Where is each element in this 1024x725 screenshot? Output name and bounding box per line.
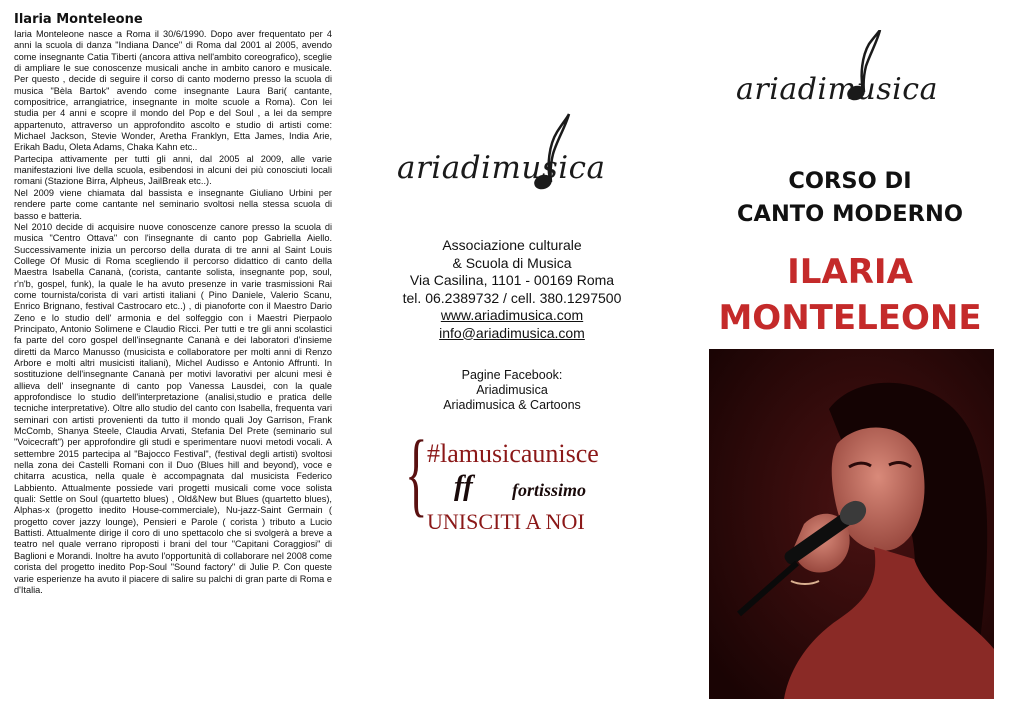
email-link[interactable]: info@ariadimusica.com [439,324,585,341]
slogan-cta: UNISCITI A NOI [427,509,585,534]
contact-line2: & Scuola di Musica [452,254,572,271]
contact-address: Via Casilina, 1101 - 00169 Roma [409,272,615,288]
logo-text: ariadimusica [736,72,938,107]
logo-ariadimusica [397,110,637,205]
artist-last-name: MONTELEONE [718,298,982,338]
contact-info [352,237,672,342]
bio-text: Iaria Monteleone nasce a Roma il 30/6/1990. Dopo aver frequentato per 4 anni la scuola di danza "Indiana Dance" di Roma dal 2001 al 2005, avendo come insegnante Catia Tiberti (ancora attiva nell'ambito coreografico), sceglie di ampliare le sue conoscenze musicali anche in ambito canoro e musicale. Per questo , decide di seguire il corso di canto moderno presso la scuola di musica "Bèla Bartok" avendo come insegnante Laura Bari( cantante, compositrice, arrangiatrice, insegnante in molte scuole a Roma). Con lei studia per 4 anni e scopre il mondo del Pop e del Soul , a lei da sempre appartenuto, attraverso un approfondito ascolto e studio di artisti come: Michael Jackson, Stevie Wonder, Aretha Franklyn, Etta James, India Arie, Erikah Badu, Oleta Adams, Chaka Kahn etc.. Partecipa attivamente per tutti gli anni, dal 2005 al 2009, alle varie manifestazioni live della scuola, esibendosi in alcuni dei più conosciuti locali romani (Stazione Birra, Alpheus, JailBreak etc..). Nel 2009 viene chiamata dal bassista e insegnante Giuliano Urbini per rendere parte come cantante nel seminario svoltosi nella stessa scuola di basso e batteria. Nel 2010 decide di acquisire nuove conoscenze canore presso la scuola di musica "Centro Ottava" con l'insegnante di canto pop Gabriella Aiello. Successivamente inizia un percorso della durata di tre anni al Saint Louis College Of Music di Roma scegliendo il percorso didattico di canto della Maestra Isabella Cananà, (corista, cantante solista, insegnante pop, soul, r'n'b, gospel, funk), la quale le ha avuto presenze in varie trasmissioni Rai come tournista/corista di vari artisti italiani ( Pino Daniele, Valerio Scanu, Enrico Brignano, festival Castrocaro etc..) , di pianoforte con il Maestro Dario Zeno e lo studio dell' armonia e del solfeggio con i Maestri Pierpaolo Principato, Antonio Solimene e Claudio Ricci. Per tutti e tre gli anni scolastici fa parte del coro gospel dell'insegnante Cananà e dei laboratori d'insieme diretti da Marco Manusso (musicista e collaboratore per molti anni di Renzo Arbore e molti altri musicisti italiani), Michel Audisso e Antonio Affrunti. In sostituzione dell'insegnante Cananà per motivi lavorativi per alcuni mesi è allieva dell' insegnante di canto pop Vanessa Lausdei, con la quale approfondisce lo studio dell'interpretazione (analisi,studio e pratica delle tecniche interpretative). Oltre allo studio del canto con Isabella, frequenta vari seminari con artisti provenienti da tutto il mondo quali Joy Garrison, Frank McComb, Shanya Steele, Claudia Arvati, Stefania Del Prete (seminario sul "Voicecraft") per approfondire gli studi e sperimentare nuovi metodi vocali. A settembre 2015 partecipa al "Bajocco Festival", (festival degli artisti) svoltosi nella zona dei Castelli Romani con il Duo (Blues hill and beyond), voce e chitarra acustica, nella quale è accompagnata dal musicista Federico Labbiento. Attualmente possiede vari progetti musicali come voce solista quali: Settle on Soul (quartetto blues) , Old&New but Blues (quartetto blues), Alphas-x (progetto inedito House-commerciale), Nu-jazz-Saint Germain ( progetto cover jazzy lounge), Pensieri e Parole ( corista ) tributo a Lucio Battisti. Attualmente dirige il coro di uno spettacolo che si svolgerà a breve a teatro nel quale verrano riproposti i brani del tour "Capitani Coraggiosi" di Baglioni e Morandi. Inoltre ha avuto l'opportunità di collaborare nel 2008 come corista del progetto inedito Pop-Soul "Sound factory" di Julie P. Con queste varie esperienze ha avuto il piacere di salire su palchi di gran parte di Roma e d'Italia. [14,29,332,595]
course-title [700,165,1000,231]
brace-icon: { [405,422,428,526]
singer-photo-illustration [709,349,994,699]
facebook-pages [352,368,672,413]
artist-name [700,249,1000,341]
slogan-block [405,422,635,534]
artist-first-name: ILARIA [787,252,913,292]
contact-panel [352,110,672,413]
course-line2: CANTO MODERNO [737,201,963,227]
facebook-page-2: Ariadimusica & Cartoons [443,398,581,412]
facebook-page-1: Ariadimusica [476,383,548,397]
singer-photo [709,349,994,699]
website-link[interactable]: www.ariadimusica.com [440,307,584,323]
contact-line1: Associazione culturale [442,237,582,253]
slogan-ff: ff [454,470,473,502]
contact-phones: tel. 06.2389732 / cell. 380.1297500 [402,289,622,306]
course-line1: CORSO DI [788,168,912,194]
cover-title [700,165,1000,341]
biography-section [14,12,332,596]
slogan-fortissimo: fortissimo [512,480,587,500]
logo-text: ariadimusica [397,150,606,186]
logo-ariadimusica-cover [732,30,972,110]
bio-title: Ilaria Monteleone [14,12,143,27]
slogan-hashtag: #lamusicaunisce [427,439,599,468]
facebook-heading: Pagine Facebook: [461,368,563,382]
